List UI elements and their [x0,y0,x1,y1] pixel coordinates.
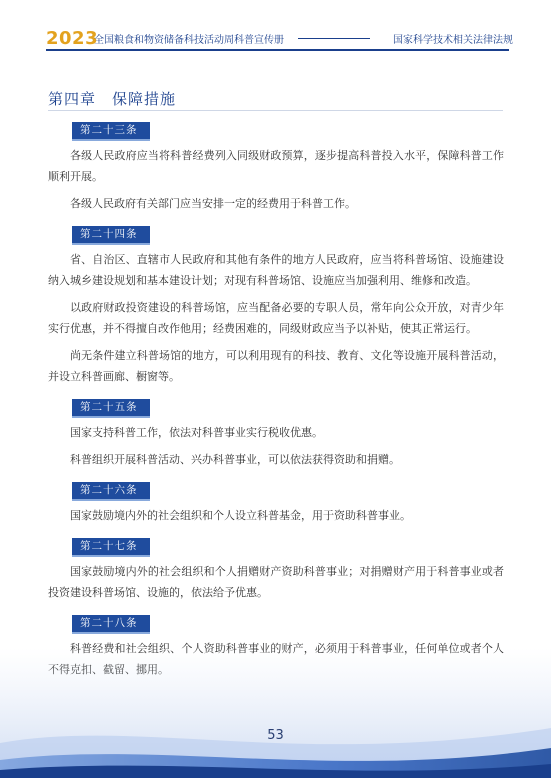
header-underline [46,49,509,51]
chapter-title: 第四章 保障措施 [48,90,177,108]
page-header [0,22,551,62]
article-23 [48,118,504,214]
article-27 [48,534,504,603]
article-paragraph: 省、自治区、直辖市人民政府和其他有条件的地方人民政府，应当将科普场馆、设施建设纳入城乡建设规划和基本建设计划；对现有科普场馆、设施应当加强利用、维修和改造。 [48,253,504,287]
article-tag: 第二十六条 [72,482,150,501]
article-paragraph: 国家支持科普工作，依法对科普事业实行税收优惠。 [70,426,323,439]
article-list [48,118,504,688]
article-tag: 第二十五条 [72,399,150,418]
article-tag: 第二十四条 [72,226,150,245]
header-divider [298,38,370,39]
article-paragraph: 各级人民政府应当将科普经费列入同级财政预算，逐步提高科普投入水平，保障科普工作顺利开展。 [48,149,504,183]
year-label: 2023 [46,28,99,49]
brochure-title: 全国粮食和物资储备科技活动周科普宣传册 [94,35,284,46]
article-paragraph: 以政府财政投资建设的科普场馆，应当配备必要的专职人员，常年向公众开放，对青少年实行优惠，并不得擅自改作他用；经费困难的，同级财政应当予以补贴，使其正常运行。 [48,301,504,335]
page-number: 53 [267,728,284,743]
footer-wave-decoration [0,648,551,778]
article-paragraph: 尚无条件建立科普场馆的地方，可以利用现有的科技、教育、文化等设施开展科普活动，并设立科普画廊、橱窗等。 [48,349,504,383]
article-26 [48,478,504,526]
article-24 [48,222,504,387]
section-title: 国家科学技术相关法律法规 [393,35,513,46]
article-paragraph: 国家鼓励境内外的社会组织和个人设立科普基金，用于资助科普事业。 [70,509,411,522]
chapter-divider [48,110,503,111]
article-tag: 第二十七条 [72,538,150,557]
article-tag: 第二十三条 [72,122,150,141]
article-tag: 第二十八条 [72,615,150,634]
article-paragraph: 国家鼓励境内外的社会组织和个人捐赠财产资助科普事业；对捐赠财产用于科普事业或者投资建设科普场馆、设施的，依法给予优惠。 [48,565,504,599]
article-paragraph: 科普组织开展科普活动、兴办科普事业，可以依法获得资助和捐赠。 [70,453,400,466]
article-25 [48,395,504,470]
article-paragraph: 各级人民政府有关部门应当安排一定的经费用于科普工作。 [70,197,356,210]
